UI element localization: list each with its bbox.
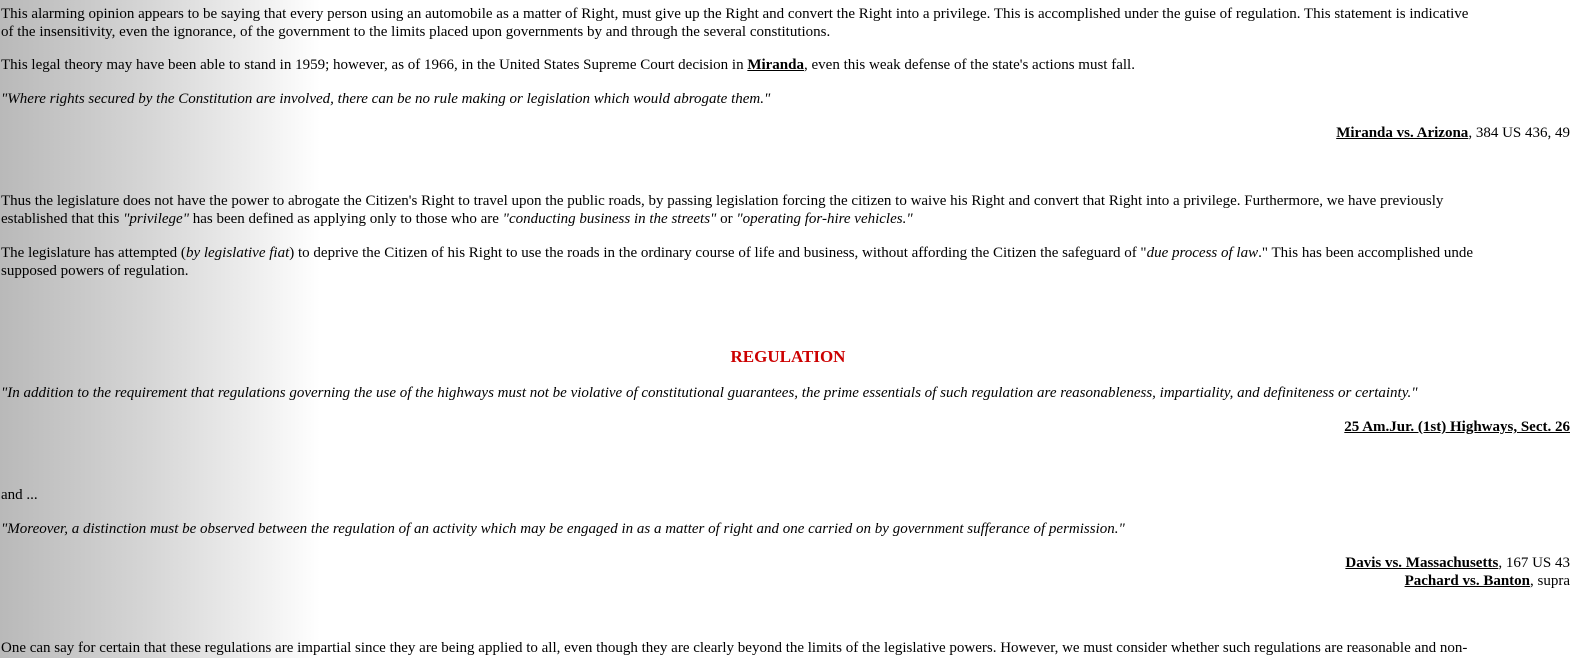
citation-ref: , 384 US 436, 49 bbox=[1468, 125, 1570, 141]
emphasis-for-hire: "operating for-hire vehicles." bbox=[736, 211, 913, 227]
miranda-link[interactable]: Miranda bbox=[747, 57, 804, 73]
paragraph-line bbox=[1, 210, 1443, 228]
paragraph-line bbox=[1, 244, 1473, 262]
paragraph-text: , even this weak defense of the state's actions must fall. bbox=[804, 57, 1135, 73]
section-heading-regulation: REGULATION bbox=[730, 347, 846, 366]
emphasis-due-process: due process of law bbox=[1146, 245, 1259, 261]
citation-line bbox=[1345, 572, 1570, 590]
and-text: and ... bbox=[1, 487, 38, 503]
emphasis-conducting-business: "conducting business in the streets" bbox=[502, 211, 717, 227]
davis-vs-massachusetts-link[interactable]: Davis vs. Massachusetts bbox=[1345, 555, 1499, 571]
pachard-vs-banton-link[interactable]: Pachard vs. Banton bbox=[1404, 573, 1530, 589]
emphasis-legislative-fiat: by legislative fiat bbox=[185, 245, 290, 261]
paragraph-legislative-fiat bbox=[1, 244, 1473, 280]
citation-am-jur bbox=[1344, 418, 1570, 436]
paragraph-line: supposed powers of regulation. bbox=[1, 263, 189, 279]
citation-ref: , 167 US 43 bbox=[1498, 555, 1570, 571]
citation-davis-pachard bbox=[1345, 554, 1570, 590]
paragraph-line: Thus the legislature does not have the power to abrogate the Citizen's Right to travel upon the public roads, by passing legislation forcing the citizen to waive his Right and convert that Right into a privilege. Furthermore, we have previously bbox=[1, 193, 1444, 209]
text-segment: established that this bbox=[1, 211, 124, 227]
citation-line bbox=[1345, 554, 1570, 572]
paragraph-line: This alarming opinion appears to be saying that every person using an automobile as a matter of Right, must give up the Right and convert the Right into a privilege. This is accomplished under the guise of regulation. This statement is indicative bbox=[1, 6, 1469, 22]
text-segment: or bbox=[716, 211, 737, 227]
quote-distinction: "Moreover, a distinction must be observed between the regulation of an activity which may be engaged in as a matter of right and one carried on by government sufferance of permission." bbox=[1, 521, 1125, 537]
text-segment: has been defined as applying only to those who are bbox=[189, 211, 503, 227]
citation-ref: , supra bbox=[1530, 573, 1570, 589]
paragraph-impartial: One can say for certain that these regulations are impartial since they are being applied to all, even though they are clearly beyond the limits of the legislative powers. However, we must consider whether such regulations are reasonable and non- bbox=[1, 640, 1468, 656]
paragraph-alarming-opinion bbox=[1, 5, 1468, 41]
paragraph-text: This legal theory may have been able to stand in 1959; however, as of 1966, in the United States Supreme Court decision in bbox=[1, 57, 748, 73]
text-segment: ) to deprive the Citizen of his Right to use the roads in the ordinary course of life and business, without affording the Citizen the safeguard of " bbox=[289, 245, 1147, 261]
quote-highway-regulations: "In addition to the requirement that regulations governing the use of the highways must not be violative of constitutional guarantees, the prime essentials of such regulation are reasonableness, impartiality, and definiteness or certainty." bbox=[1, 385, 1418, 401]
paragraph-legal-theory bbox=[1, 56, 1135, 74]
citation-miranda bbox=[1336, 124, 1570, 142]
text-segment: The legislature has attempted ( bbox=[1, 245, 186, 261]
am-jur-highways-link[interactable]: 25 Am.Jur. (1st) Highways, Sect. 26 bbox=[1344, 419, 1570, 435]
paragraph-line: of the insensitivity, even the ignorance, of the government to the limits placed upon governments by and through the several constitutions. bbox=[1, 24, 831, 40]
quote-rights-secured: "Where rights secured by the Constitution are involved, there can be no rule making or legislation which would abrogate them." bbox=[1, 91, 771, 107]
miranda-vs-arizona-link[interactable]: Miranda vs. Arizona bbox=[1336, 125, 1469, 141]
emphasis-privilege: "privilege" bbox=[123, 211, 189, 227]
text-segment: ." This has been accomplished unde bbox=[1258, 245, 1474, 261]
paragraph-legislature-power bbox=[1, 192, 1443, 228]
